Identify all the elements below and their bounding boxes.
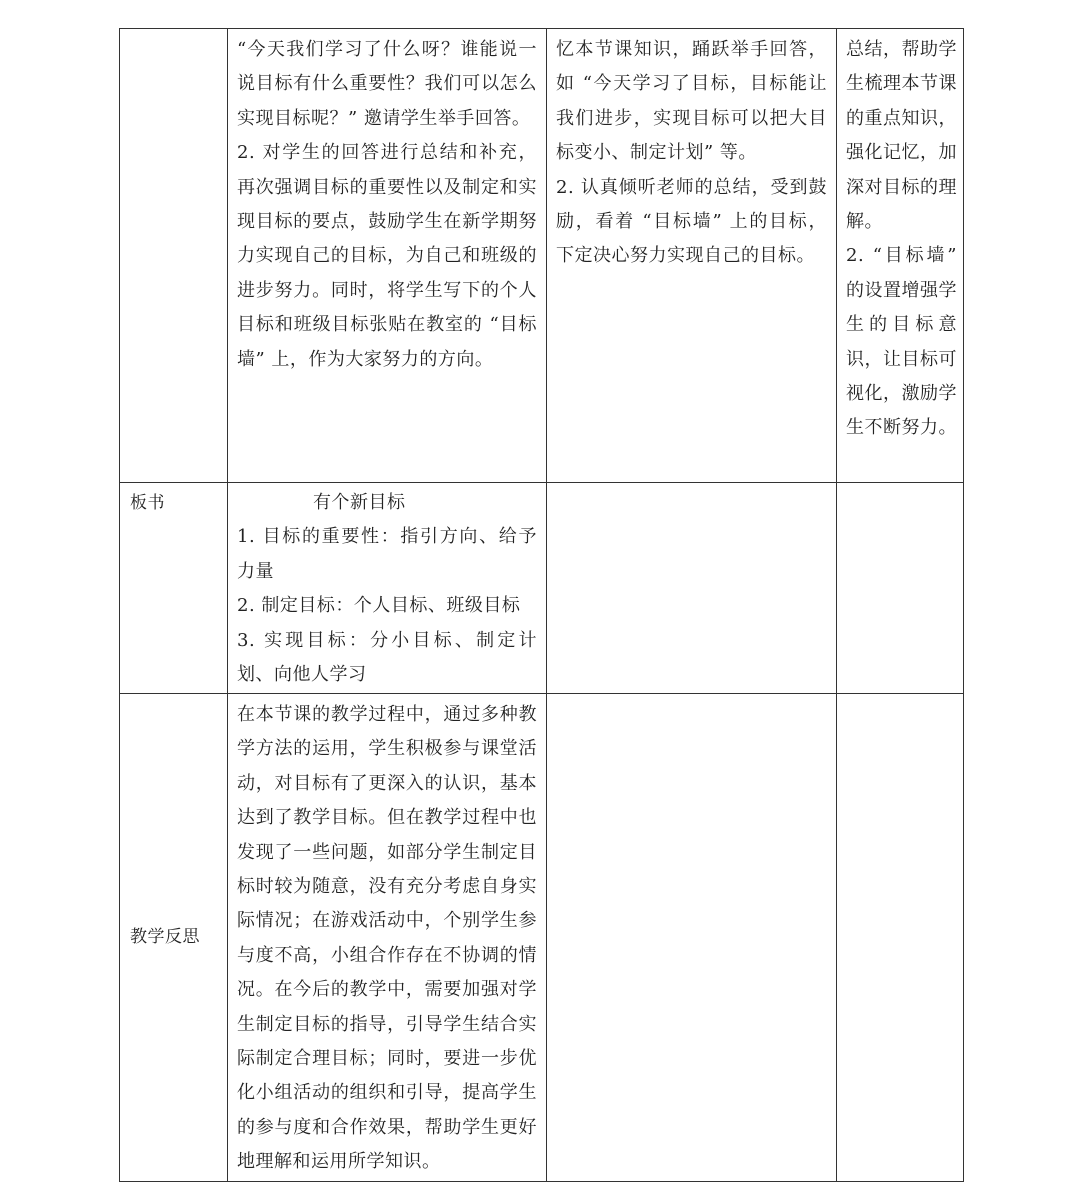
teacher-activity-cell — [228, 29, 547, 483]
teacher-activity-paragraph: 2. 对学生的回答进行总结和补充，再次强调目标的重要性以及制定和实现目标的要点，鼓励学生在新学期努力实现自己的目标，为自己和班级的进步努力。同时，将学生写下的个人目标和班级目标张贴在教室的 “目标墙” 上，作为大家努力的方向。 — [237, 142, 537, 370]
board-item: 2. 制定目标：个人目标、班级目标 — [237, 595, 521, 617]
design-intent-paragraph: 2. “目标墙” 的设置增强学生的目标意识，让目标可视化，激励学生不断努力。 — [846, 245, 957, 439]
table-row-reflection — [120, 694, 964, 1182]
lesson-plan-table — [119, 28, 964, 1182]
teacher-activity-paragraph: “今天我们学习了什么呀？谁能说一说目标有什么重要性？我们可以怎么实现目标呢？” 邀请学生举手回答。 — [237, 39, 537, 129]
teaching-reflection-cell — [228, 694, 547, 1182]
table-row-board — [120, 483, 964, 694]
student-activity-paragraph: 忆本节课知识，踊跃举手回答，如 “今天学习了目标，目标能让我们进步，实现目标可以把大目标变小、制定计划” 等。 — [556, 39, 827, 164]
reflection-student-cell — [547, 694, 837, 1182]
table-row-summary — [120, 29, 964, 483]
row-label-reflection: 教学反思 — [120, 694, 228, 1182]
board-item: 1. 目标的重要性：指引方向、给予力量 — [237, 526, 537, 582]
board-student-cell — [547, 483, 837, 694]
student-activity-paragraph: 2. 认真倾听老师的总结，受到鼓励，看着 “目标墙” 上的目标，下定决心努力实现自己的目标。 — [556, 176, 827, 267]
design-intent-cell — [837, 29, 964, 483]
reflection-text: 在本节课的教学过程中，通过多种教学方法的运用，学生积极参与课堂活动，对目标有了更深入的认识，基本达到了教学目标。但在教学过程中也发现了一些问题，如部分学生制定目标时较为随意，没有充分考虑自身实际情况；在游戏活动中，个别学生参与度不高，小组合作存在不协调的情况。在今后的教学中，需要加强对学生制定目标的指导，引导学生结合实际制定合理目标；同时，要进一步优化小组活动的组织和引导，提高学生的参与度和合作效果，帮助学生更好地理解和运用所学知识。 — [237, 704, 537, 1173]
student-activity-cell — [547, 29, 837, 483]
board-item: 3. 实现目标：分小目标、制定计划、向他人学习 — [237, 629, 537, 686]
row-label-board: 板书 — [120, 483, 228, 694]
row-label-empty — [120, 29, 228, 483]
board-writing-cell — [228, 483, 547, 694]
board-title: 有个新目标 — [313, 492, 406, 513]
board-intent-cell — [837, 483, 964, 694]
reflection-intent-cell — [837, 694, 964, 1182]
design-intent-paragraph: 总结，帮助学生梳理本节课的重点知识，强化记忆，加深对目标的理解。 — [846, 39, 957, 233]
